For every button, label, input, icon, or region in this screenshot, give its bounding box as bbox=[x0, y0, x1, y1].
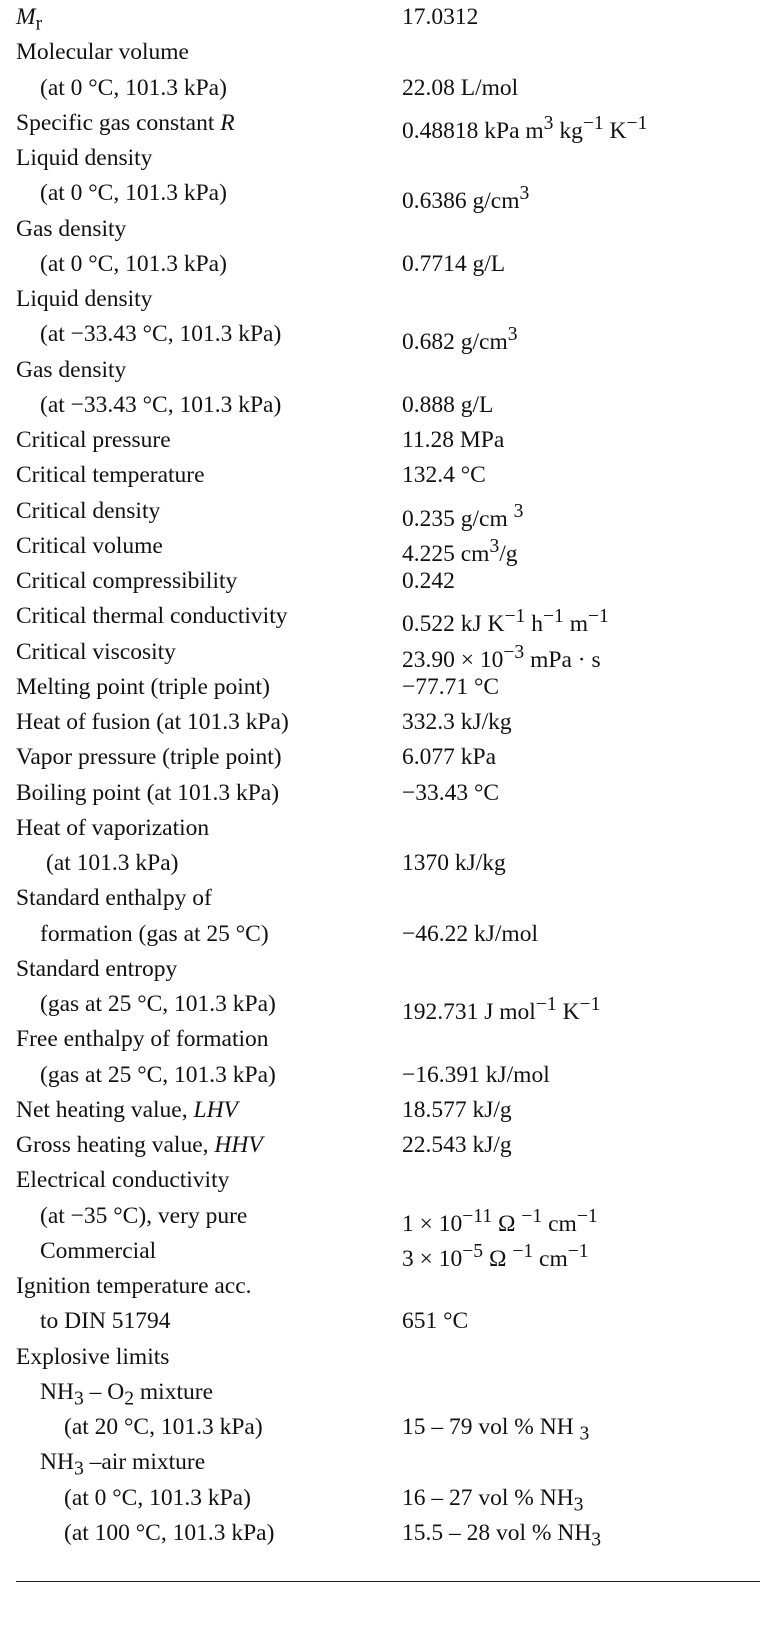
property-value: 22.543 kJ/g bbox=[402, 1132, 512, 1158]
property-value: 17.0312 bbox=[402, 4, 479, 30]
properties-table bbox=[16, 0, 760, 1551]
table-bottom-rule bbox=[16, 1581, 760, 1582]
property-label: Critical compressibility bbox=[16, 568, 238, 594]
property-label: Gross heating value, HHV bbox=[16, 1132, 263, 1158]
table-row bbox=[16, 881, 760, 916]
table-row bbox=[16, 1199, 760, 1237]
property-label: Free enthalpy of formation bbox=[16, 1026, 269, 1053]
property-value: 11.28 MPa bbox=[402, 427, 505, 453]
property-value: 6.077 kPa bbox=[402, 744, 496, 771]
property-value: $3 \times 10^{-5}$ Ω $^{-1}$ $cm^{-1}$ bbox=[402, 1240, 589, 1272]
property-value: 16 – 27 vol % $NH_3$ bbox=[402, 1484, 584, 1516]
table-row bbox=[16, 212, 760, 247]
table-row bbox=[16, 0, 760, 35]
table-row bbox=[16, 494, 760, 532]
table-row bbox=[16, 846, 760, 881]
table-row bbox=[16, 176, 760, 215]
property-label: (gas at 25 °C, 101.3 kPa) bbox=[40, 1061, 276, 1088]
property-value: 0.48818 kPa $m^3$ $kg^{-1}$ $K^{-1}$ bbox=[402, 112, 648, 144]
property-label: (at 0 °C, 101.3 kPa) bbox=[40, 74, 227, 101]
property-label: Critical viscosity bbox=[16, 638, 176, 665]
table-row bbox=[16, 1128, 760, 1163]
table-row bbox=[16, 1058, 760, 1093]
property-value: 132.4 °C bbox=[402, 462, 486, 489]
table-row bbox=[16, 1163, 760, 1198]
property-label: formation (gas at 25 °C) bbox=[40, 920, 269, 947]
property-label: (at −33.43 °C, 101.3 kPa) bbox=[40, 321, 282, 348]
table-row bbox=[16, 705, 760, 740]
table-row bbox=[16, 317, 760, 356]
property-value: $1 \times 10^{-11}$ Ω $^{-1}$ $cm^{-1}$ bbox=[402, 1205, 598, 1237]
table-row bbox=[16, 1304, 760, 1339]
property-label: Liquid density bbox=[16, 286, 153, 312]
property-value: 651 °C bbox=[402, 1308, 469, 1335]
table-row bbox=[16, 71, 760, 106]
property-label: Critical thermal conductivity bbox=[16, 603, 288, 630]
table-row bbox=[16, 635, 760, 673]
property-value: 0.242 bbox=[402, 568, 455, 594]
property-label: Critical pressure bbox=[16, 427, 171, 453]
property-label: to DIN 51794 bbox=[40, 1308, 171, 1335]
property-label: $NH_3 - O_2$ mixture bbox=[40, 1378, 213, 1410]
property-label: Ignition temperature acc. bbox=[16, 1273, 252, 1299]
table-row bbox=[16, 564, 760, 599]
property-value: −77.71 °C bbox=[402, 673, 500, 700]
property-value: 15.5 – 28 vol % $NH_3$ bbox=[402, 1519, 602, 1551]
table-row bbox=[16, 35, 760, 70]
property-label: (at 0 °C, 101.3 kPa) bbox=[40, 250, 227, 277]
property-value: −16.391 kJ/mol bbox=[402, 1061, 550, 1088]
property-label: Critical temperature bbox=[16, 462, 205, 489]
property-label: (at 101.3 kPa) bbox=[46, 850, 179, 876]
table-row bbox=[16, 247, 760, 282]
table-row bbox=[16, 670, 760, 705]
property-value: 15 – 79 vol % NH $_3$ bbox=[402, 1414, 590, 1445]
property-value: 0.7714 g/L bbox=[402, 250, 506, 277]
property-value: 0.235 g/cm $^3$ bbox=[402, 500, 524, 532]
property-value: 0.522 kJ $K^{-1}$ $h^{-1}$ $m^{-1}$ bbox=[402, 606, 609, 638]
property-label: Net heating value, LHV bbox=[16, 1096, 238, 1123]
property-label: Boiling point (at 101.3 kPa) bbox=[16, 779, 280, 806]
table-row bbox=[16, 1445, 760, 1480]
property-label: (at −33.43 °C, 101.3 kPa) bbox=[40, 391, 282, 418]
property-value: 192.731 J mol$^{-1}$ $K^{-1}$ bbox=[402, 994, 601, 1025]
property-label: Explosive limits bbox=[16, 1343, 170, 1370]
table-row bbox=[16, 1022, 760, 1057]
property-value: 0.682 $g/cm^3$ bbox=[402, 324, 518, 356]
property-label: (at 100 °C, 101.3 kPa) bbox=[64, 1519, 275, 1546]
property-value: 332.3 kJ/kg bbox=[402, 709, 512, 735]
table-row bbox=[16, 811, 760, 846]
table-row bbox=[16, 1516, 760, 1551]
property-label: Melting point (triple point) bbox=[16, 673, 270, 700]
property-value: 0.6386 $g/cm^3$ bbox=[402, 183, 530, 215]
table-row bbox=[16, 599, 760, 638]
table-row bbox=[16, 353, 760, 388]
property-label: $NH_3$ –air mixture bbox=[40, 1449, 206, 1480]
property-label: (at 0 °C, 101.3 kPa) bbox=[40, 180, 227, 207]
table-row bbox=[16, 1340, 760, 1375]
table-row bbox=[16, 917, 760, 952]
property-value: $23.90 \times 10^{-3}$ mPa · s bbox=[402, 641, 601, 673]
table-row bbox=[16, 1410, 760, 1445]
table-row bbox=[16, 423, 760, 458]
property-label: Gas density bbox=[16, 215, 127, 242]
table-row bbox=[16, 952, 760, 987]
table-row bbox=[16, 740, 760, 775]
table-row bbox=[16, 529, 760, 567]
table-row bbox=[16, 282, 760, 317]
property-label: Specific gas constant R bbox=[16, 109, 235, 136]
table-row bbox=[16, 1481, 760, 1516]
table-row bbox=[16, 776, 760, 811]
property-value: −33.43 °C bbox=[402, 779, 500, 806]
property-label: Electrical conductivity bbox=[16, 1167, 230, 1194]
property-label: Liquid density bbox=[16, 145, 153, 171]
property-label: (gas at 25 °C, 101.3 kPa) bbox=[40, 991, 276, 1017]
property-label: (at 0 °C, 101.3 kPa) bbox=[64, 1484, 251, 1511]
property-value: 18.577 kJ/g bbox=[402, 1096, 512, 1123]
property-label: $M_r$ bbox=[16, 4, 43, 35]
property-label: Heat of vaporization bbox=[16, 814, 210, 841]
property-label: Critical volume bbox=[16, 532, 163, 559]
property-label: Standard enthalpy of bbox=[16, 885, 212, 912]
table-row bbox=[16, 106, 760, 144]
property-label: (at −35 °C), very pure bbox=[40, 1202, 248, 1229]
table-row bbox=[16, 141, 760, 176]
property-label: Molecular volume bbox=[16, 39, 189, 66]
table-row bbox=[16, 1093, 760, 1128]
property-value: 1370 kJ/kg bbox=[402, 850, 506, 876]
property-label: Heat of fusion (at 101.3 kPa) bbox=[16, 709, 289, 735]
table-row bbox=[16, 1234, 760, 1272]
property-label: Critical density bbox=[16, 497, 161, 524]
property-value: 4.225 $cm^3/g$ bbox=[402, 535, 518, 567]
table-row bbox=[16, 1375, 760, 1410]
property-label: Standard entropy bbox=[16, 955, 178, 982]
property-value: −46.22 kJ/mol bbox=[402, 920, 538, 947]
property-label: (at 20 °C, 101.3 kPa) bbox=[64, 1414, 263, 1440]
property-label: Vapor pressure (triple point) bbox=[16, 744, 282, 771]
table-row bbox=[16, 987, 760, 1025]
property-value: 22.08 L/mol bbox=[402, 74, 519, 101]
table-row bbox=[16, 1269, 760, 1304]
property-label: Gas density bbox=[16, 356, 127, 383]
property-label: Commercial bbox=[40, 1237, 157, 1264]
property-value: 0.888 g/L bbox=[402, 391, 494, 418]
table-row bbox=[16, 388, 760, 423]
table-row bbox=[16, 458, 760, 493]
